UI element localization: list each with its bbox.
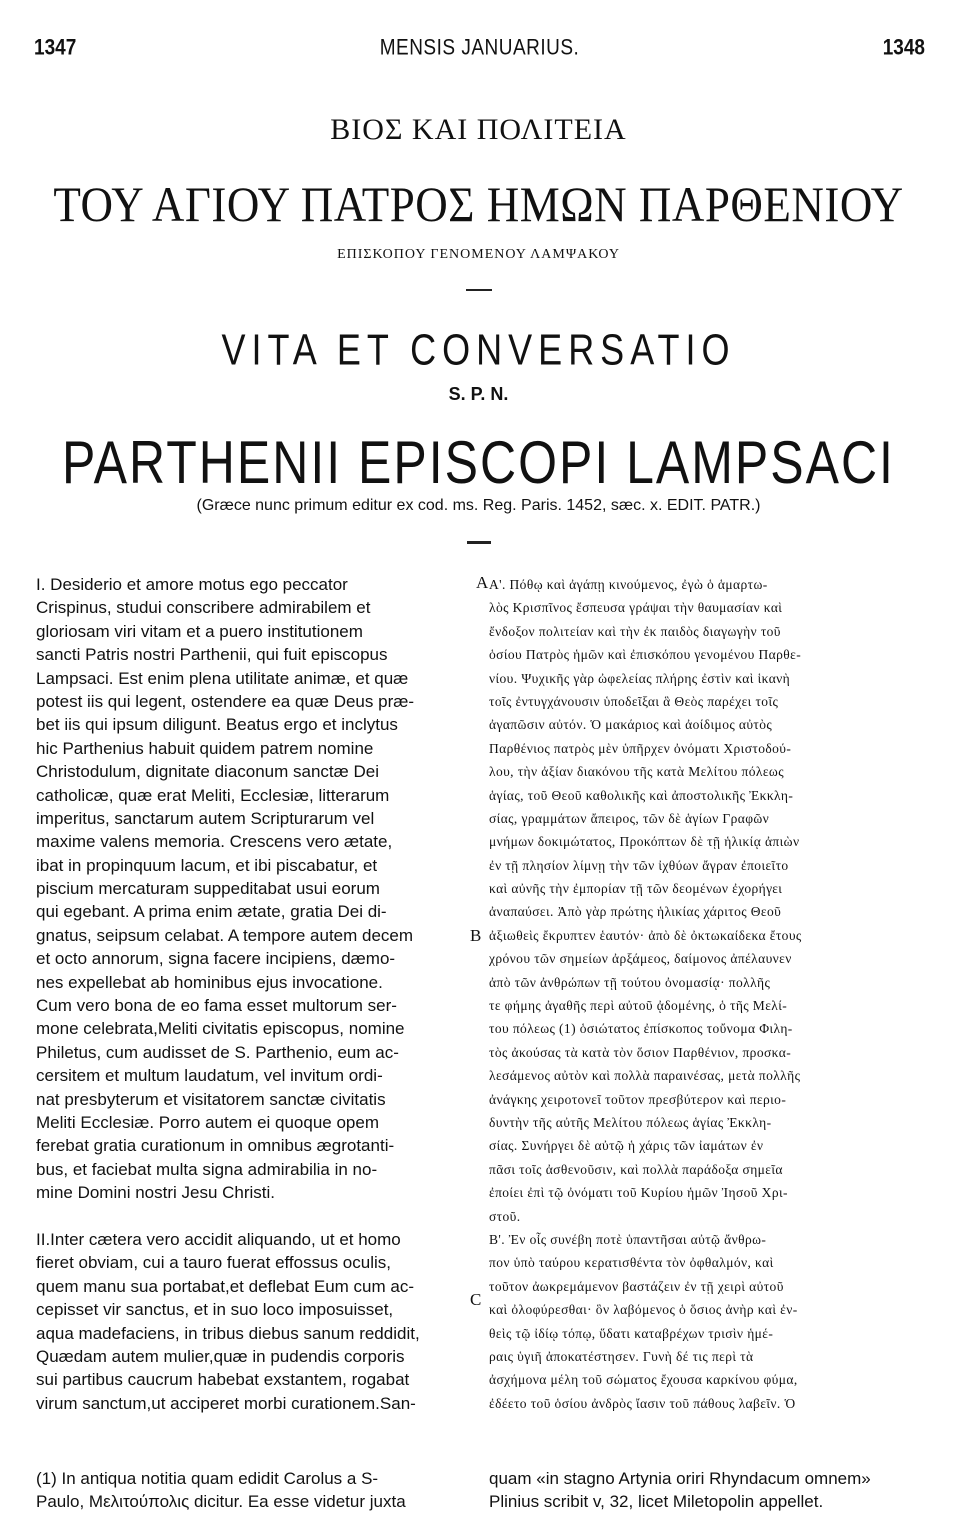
- latin-text-line: sui partibus caucrum habebat exstantem, rogabat: [36, 1370, 410, 1390]
- latin-text-line: [36, 1205, 476, 1228]
- greek-text-line: Παρθένιος πατρὸς μὲν ὑπῆρχεν ὀνόματι Χριστοδού-: [489, 740, 792, 756]
- running-title: MENSIS JANUARIUS.: [379, 36, 580, 61]
- greek-text-line: πον ὑπὸ ταύρου κερατισθέντα τὸν ὀφθαλμόν, καὶ: [489, 1255, 774, 1271]
- greek-title-line-2: ΤΟΥ ΑΓΙΟΥ ΠΑΤΡΟΣ ΗΜΩΝ ΠΑΡΘΕΝΙΟΥ: [53, 177, 904, 233]
- greek-text-line: χρόνου τῶν σημείων ἀρξάμεος, δαίμονος ἀπέλαυνεν: [489, 951, 792, 967]
- greek-title-line-1: ΒΙΟΣ ΚΑΙ ΠΟΛΙΤΕΙΑ: [330, 113, 627, 146]
- greek-text-line: ἀξιωθεὶς ἔκρυπτεν ἑαυτόν· ἀπὸ δὲ ὀκτωκαίδεκα ἔτους: [489, 927, 802, 943]
- greek-text-line: ἀσχήμονα μέλη τοῦ σώματος ἔχουσα καρκίνου φύμα,: [489, 1372, 798, 1388]
- greek-text-line: λου, τὴν ἀξίαν διακόνου τῆς κατὰ Μελίτου πόλεως: [489, 764, 784, 780]
- latin-text-line: cersitem et multum laudatum, vel invitum ordi-: [36, 1066, 383, 1086]
- footnote-right: [489, 1468, 929, 1515]
- greek-text-line: λεσάμενος αὐτὸν καὶ πολλὰ παραινέσας, μετὰ πολλῆς: [489, 1068, 801, 1084]
- title-divider-2: [467, 541, 491, 544]
- greek-text-line: ἀνάγκης χειροτονεῖ τοῦτον πρεσβύτερον καὶ περιο-: [489, 1091, 787, 1107]
- latin-text-line: Crispinus, studui conscribere admirabilem et: [36, 598, 371, 618]
- latin-text-line: nes expellebat ab hominibus ejus invocatione.: [36, 972, 383, 992]
- footnote-line: Plinius scribit v, 32, licet Miletopolin appellet.: [489, 1492, 824, 1512]
- margin-marker-c: C: [470, 1290, 482, 1309]
- latin-text-line: aqua madefaciens, in tribus diebus sanum reddidit,: [36, 1323, 420, 1343]
- greek-text-line: ὁσίου Πατρὸς ἡμῶν καὶ ἐπισκόπου γενομένου Παρθε-: [489, 647, 802, 663]
- running-header: [34, 36, 925, 64]
- latin-text-line: mine Domini nostri Jesu Christi.: [36, 1183, 276, 1203]
- latin-text-line: hic Parthenius habuit quidem patrem nomine: [36, 738, 374, 758]
- latin-text-line: virum sanctum,ut acciperet morbi curationem.San-: [36, 1393, 416, 1413]
- greek-text-line: μνήμων δοκιμώτατος, Προκόπτων δὲ τῇ ἡλικίᾳ ἀπιὼν: [489, 834, 800, 850]
- latin-text-line: quem manu sua portabat,et deflebat Eum cum ac-: [36, 1276, 414, 1296]
- footnote-line: Paulo, Μελιτούπολις dicitur. Ea esse videtur juxta: [36, 1492, 406, 1512]
- latin-text-line: ibat in propinquum lacum, et ibi piscabatur, et: [36, 855, 378, 875]
- latin-text-line: gnatus, seipsum celabat. A tempore autem decem: [36, 925, 414, 945]
- latin-column: [36, 573, 476, 1415]
- greek-text-line: τοῦτον ἀωκρεμάμενον βαστάζειν ἐν τῇ χειρὶ αὐτοῦ: [489, 1278, 784, 1294]
- latin-text-line: I. Desiderio et amore motus ego peccator: [36, 575, 348, 594]
- latin-text-line: nat presbyterum et visitatorem sanctæ civitatis: [36, 1089, 386, 1109]
- title-divider-1: [466, 289, 492, 291]
- greek-text-line: καὶ ὀλοφύρεσθαι· ὃν λαβόμενος ὁ ὅσιος ἀνὴρ καὶ ἐν-: [489, 1302, 798, 1318]
- latin-text-line: cepisset vir sanctus, et in suo loco imposuisset,: [36, 1300, 394, 1320]
- latin-text-line: gloriosam viri vitam et a puero institutionem: [36, 621, 363, 641]
- greek-text-line: σίας. Συνήργει δὲ αὐτῷ ἡ χάρις τῶν ἰαμάτων ἐν: [489, 1138, 764, 1154]
- greek-text-line: σίας, γραμμάτων ἄπειρος, τῶν δὲ ἁγίων Γραφῶν: [489, 810, 770, 826]
- latin-text-line: Meliti Ecclesiæ. Porro autem ei quoque opem: [36, 1112, 379, 1132]
- latin-title-line-2: S. P. N.: [448, 384, 509, 404]
- greek-text-line: ἀγαπῶσιν αὐτόν. Ὁ μακάριος καὶ ἀοίδιμος αὐτὸς: [489, 717, 773, 733]
- source-note: (Græce nunc primum editur ex cod. ms. Reg. Paris. 1452, sæc. x. EDIT. PATR.): [196, 497, 761, 514]
- page-number-right: 1348: [882, 36, 925, 61]
- latin-text-line: Quædam autem mulier,quæ in pudendis corporis: [36, 1346, 405, 1366]
- greek-text-line: ἐδέετο τοῦ ὁσίου ἀνδρὸς ἴασιν τοῦ πάθους λαβεῖν. Ὁ: [489, 1395, 796, 1411]
- greek-text-line: ἐποίει ἐπὶ τῷ ὀνόματι τοῦ Κυρίου ἡμῶν Ἰησοῦ Χρι-: [489, 1185, 788, 1201]
- latin-text-line: Cum vero bona de eo fama esset multorum ser-: [36, 996, 397, 1016]
- greek-text-line: ἀναπαύσει. Ἀπὸ γὰρ πρώτης ἡλικίας χάριτος Θεοῦ: [489, 904, 782, 920]
- latin-text-line: Lampsaci. Est enim plena utilitate animæ, et quæ: [36, 668, 409, 688]
- margin-marker-b: B: [470, 926, 482, 945]
- latin-text-line: sancti Patris nostri Parthenii, qui fuit episcopus: [36, 645, 388, 665]
- latin-text-line: Christodulum, dignitate diaconum sanctæ Dei: [36, 762, 380, 782]
- greek-column: [489, 573, 924, 1415]
- latin-text-line: mone celebrata,Meliti civitatis episcopus, nomine: [36, 1019, 405, 1039]
- greek-text-line: ἀπὸ τῶν ἀνθρώπων τῇ τούτου ὀνομασίᾳ· πολλῆς: [489, 974, 771, 990]
- latin-text-line: fieret obviam, cui a tauro fuerat effossus oculis,: [36, 1253, 391, 1273]
- greek-text-line: τε φήμης ἀγαθῆς περὶ αὐτοῦ ᾀδομένης, ὁ τῆς Μελί-: [489, 998, 788, 1014]
- latin-text-line: imperitus, sanctarum autem Scripturarum vel: [36, 808, 375, 828]
- footnote-left: [36, 1468, 476, 1515]
- greek-text-line: τοῖς ἐντυγχάνουσιν ὑποδεῖξαι ἃ Θεὸς παρέχει τοῖς: [489, 693, 779, 709]
- greek-text-line: Α'. Πόθῳ καὶ ἀγάπῃ κινούμενος, ἐγὼ ὁ ἁμαρτω-: [489, 577, 768, 592]
- latin-text-line: II.Inter cætera vero accidit aliquando, ut et homo: [36, 1229, 401, 1249]
- greek-text-line: θεὶς τῷ ἰδίῳ τόπῳ, ὕδατι καταβρέχων τρισὶν ἡμέ-: [489, 1325, 774, 1341]
- greek-text-line: πᾶσι τοῖς ἀσθενοῦσιν, καὶ πολλὰ παράδοξα σημεῖα: [489, 1161, 783, 1177]
- greek-text-line: ἁγίας, τοῦ Θεοῦ καθολικῆς καὶ ἀποστολικῆς Ἐκκλη-: [489, 787, 794, 803]
- latin-text-line: qui egebant. A prima enim ætate, gratia Dei di-: [36, 902, 387, 922]
- latin-text-line: Philetus, cum audisset de S. Parthenio, eum ac-: [36, 1042, 399, 1062]
- latin-text-line: piscium mercaturam suppeditabat usui eorum: [36, 879, 380, 899]
- greek-text-line: ἔνδοξον πολιτείαν καὶ τὴν ἐκ παιδὸς διαγωγὴν τοῦ: [489, 623, 781, 639]
- greek-text-line: Β'. Ἐν οἷς συνέβη ποτὲ ὑπαντῆσαι αὐτῷ ἄνθρω-: [489, 1231, 767, 1247]
- latin-text-line: maxime valens memoria. Crescens vero ætate,: [36, 832, 393, 852]
- latin-text-line: et octo annorum, signa facere incipiens, dæmo-: [36, 949, 396, 969]
- greek-title-line-3: ΕΠΙΣΚΟΠΟΥ ΓΕΝΟΜΕΝΟΥ ΛΑΜΨΑΚΟΥ: [337, 247, 620, 262]
- greek-text-line: ραις ὑγιῆ ἀποκατέστησεν. Γυνὴ δέ τις περὶ τὰ: [489, 1348, 754, 1364]
- latin-text-line: ferebat gratia curationum in omnibus ægrotanti-: [36, 1136, 395, 1156]
- greek-text-line: λὸς Κρισπῖνος ἔσπευσα γράψαι τὴν θαυμασίαν καὶ: [489, 600, 783, 616]
- greek-text-line: στοῦ.: [489, 1208, 521, 1224]
- latin-title-line-3: PARTHENII EPISCOPI LAMPSACI: [62, 429, 895, 497]
- greek-text-line: του πόλεως (1) ὁσιώτατος ἐπίσκοπος τοὔνομα Φιλη-: [489, 1021, 793, 1037]
- footnote-line: (1) In antiqua notitia quam edidit Carolus a S-: [36, 1469, 379, 1488]
- latin-title-line-1: VITA ET CONVERSATIO: [221, 325, 736, 375]
- latin-text-line: bus, et faciebat multa signa admirabilia in no-: [36, 1159, 378, 1179]
- latin-text-line: bet iis qui ipsum diligunt. Beatus ergo et inclytus: [36, 715, 398, 735]
- greek-text-line: δυντὴν τῆς αὐτῆς Μελίτου πόλεως ἁγίας Ἐκκλη-: [489, 1114, 772, 1130]
- greek-text-line: νίου. Ψυχικῆς γὰρ ὠφελείας πλήρης ἐστὶν καὶ ἱκανὴ: [489, 670, 791, 686]
- latin-text-line: potest iis qui legent, ostendere ea quæ Deus præ-: [36, 691, 415, 711]
- latin-text-line: catholicæ, quæ erat Meliti, Ecclesiæ, litterarum: [36, 785, 390, 805]
- greek-text-line: καὶ αὐνῆς τὴν ἐμπορίαν τῇ τῶν δεομένων ἐχορήγει: [489, 881, 783, 897]
- margin-marker-a: A: [476, 573, 489, 592]
- greek-text-line: τὸς ἀκούσας τὰ κατὰ τὸν ὅσιον Παρθένιον, προσκα-: [489, 1044, 792, 1060]
- greek-text-line: ἐν τῇ πλησίον λίμνῃ τὴν τῶν ἰχθύων ἄγραν ἐποιεῖτο: [489, 857, 789, 873]
- footnote-line: quam «in stagno Artynia oriri Rhyndacum omnem»: [489, 1469, 871, 1488]
- page-number-left: 1347: [34, 36, 77, 61]
